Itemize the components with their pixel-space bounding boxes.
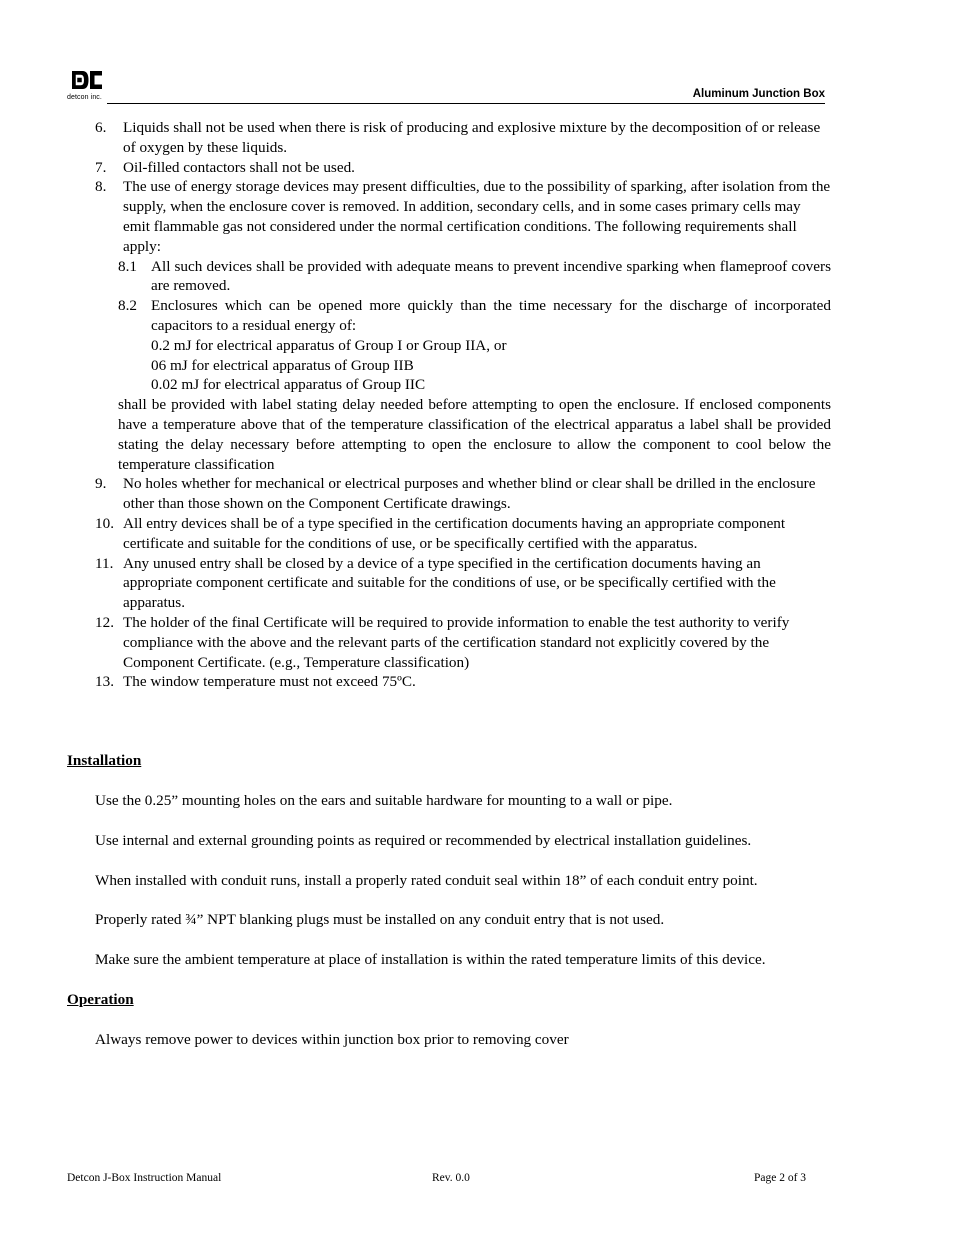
list-item-10 <box>95 514 831 554</box>
list-text: No holes whether for mechanical or electrical purposes and whether blind or clear shall be drilled in the enclosure other than those shown on the Component Certificate drawings. <box>123 475 816 513</box>
list-number: 10. <box>95 514 114 532</box>
operation-heading: Operation <box>67 990 134 1008</box>
installation-paragraph: Use internal and external grounding points as required or recommended by electrical installation guidelines. <box>95 831 752 849</box>
list-text: Any unused entry shall be closed by a device of a type specified in the certification documents having an appropriate component certificate and suitable for the conditions of use, or be specifically certified with the apparatus. <box>123 554 776 612</box>
sub-number: 8.2 <box>118 297 137 315</box>
detcon-logo-icon <box>67 71 107 95</box>
footer-left: Detcon J-Box Instruction Manual <box>67 1172 222 1184</box>
energy-line-group-iic: 0.02 mJ for electrical apparatus of Group IIC <box>151 376 426 394</box>
list-text: Liquids shall not be used when there is risk of producing and explosive mixture by the decomposition of or release of oxygen by these liquids. <box>123 119 821 156</box>
spacer <box>67 811 831 831</box>
spacer <box>67 1010 831 1030</box>
logo-text: detcon inc. <box>67 94 102 101</box>
list-number: 6. <box>95 119 107 136</box>
list-number: 13. <box>95 673 114 691</box>
installation-paragraph: Properly rated ¾” NPT blanking plugs must be installed on any conduit entry that is not used. <box>95 911 665 929</box>
list-item-12 <box>95 613 831 672</box>
list-item-11 <box>95 554 831 613</box>
footer-center: Rev. 0.0 <box>432 1172 470 1184</box>
document-body <box>67 118 831 1049</box>
list-number: 9. <box>95 475 107 493</box>
list-text: All entry devices shall be of a type specified in the certification documents having an appropriate component certificate and suitable for the conditions of use, or be specifically certified with the apparatus. <box>123 514 786 552</box>
spacer <box>67 970 831 990</box>
installation-paragraph: Make sure the ambient temperature at place of installation is within the rated temperature limits of this device. <box>95 951 766 969</box>
list-item-9 <box>95 474 831 514</box>
operation-paragraph: Always remove power to devices within junction box prior to removing cover <box>95 1030 569 1048</box>
energy-line-group-i: 0.2 mJ for electrical apparatus of Group I or Group IIA, or <box>151 336 507 354</box>
footer-right: Page 2 of 3 <box>754 1172 807 1184</box>
spacer <box>67 771 831 791</box>
sub-number: 8.1 <box>118 257 137 275</box>
installation-heading: Installation <box>67 752 142 770</box>
label-note: shall be provided with label stating delay needed before attempting to open the enclosure. If enclosed components have a temperature above that of the temperature classification of the electrical apparatus a label shall be provided stating the delay necessary before attempting to open the enclosure to allow the component to cool below the temperature classification <box>118 396 831 473</box>
list-text: The use of energy storage devices may present difficulties, due to the possibility of sparking, after isolation from the supply, when the enclosure cover is removed. In addition, secondary cells, and in some cases primary cells may emit flammable gas not considered under the normal certification conditions. The following requirements shall apply: <box>123 178 831 255</box>
spacer <box>67 890 831 910</box>
list-text: The holder of the final Certificate will be required to provide information to enable the test authority to verify compliance with the above and the relevant parts of the certification standard not explicitly covered by the Component Certificate. (e.g., Temperature classification) <box>123 613 790 671</box>
list-number: 12. <box>95 613 114 631</box>
list-item-8 <box>95 177 831 256</box>
header-rule <box>107 103 825 104</box>
list-text: The window temperature must not exceed 75ºC. <box>123 673 416 691</box>
spacer <box>67 851 831 871</box>
sub-text: Enclosures which can be opened more quickly than the time necessary for the discharge of incorporated capacitors to a residual energy of: <box>151 297 831 334</box>
list-item-13 <box>95 672 831 692</box>
list-text: Oil-filled contactors shall not be used. <box>123 158 355 176</box>
installation-paragraph: When installed with conduit runs, install a properly rated conduit seal within 18” of each conduit entry point. <box>95 871 758 889</box>
list-number: 8. <box>95 178 107 196</box>
sub-item-8-2 <box>118 296 831 336</box>
spacer <box>67 930 831 950</box>
list-item-6 <box>95 118 831 158</box>
section-spacer <box>67 692 831 751</box>
energy-line-group-iib: 06 mJ for electrical apparatus of Group IIB <box>151 356 414 374</box>
sub-item-8-1 <box>118 257 831 297</box>
list-number: 11. <box>95 554 114 572</box>
installation-paragraph: Use the 0.25” mounting holes on the ears and suitable hardware for mounting to a wall or pipe. <box>95 791 673 809</box>
sub-text: All such devices shall be provided with adequate means to prevent incendive sparking when flameproof covers are removed. <box>151 257 831 295</box>
list-number: 7. <box>95 158 107 176</box>
header-title: Aluminum Junction Box <box>692 88 825 100</box>
list-item-7 <box>95 158 831 178</box>
